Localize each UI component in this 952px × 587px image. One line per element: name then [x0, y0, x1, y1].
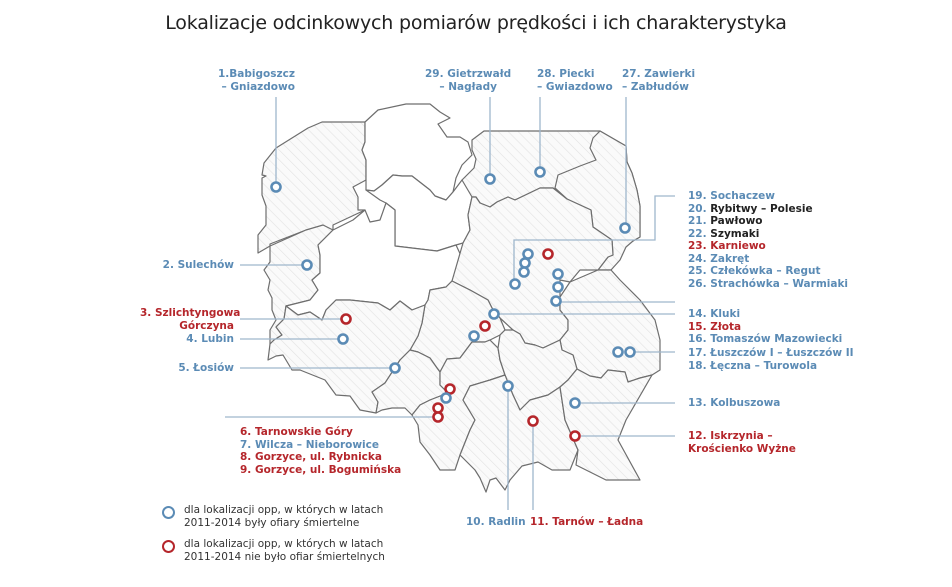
- blue-circle-icon: [162, 506, 175, 519]
- label-26-strachowka: 26. Strachówka – Warmiaki: [688, 277, 849, 290]
- label-9-gorzyce-boguminska: 9. Gorzyce, ul. Bogumińska: [240, 463, 402, 476]
- label-23-karniewo: 23. Karniewo: [688, 240, 766, 252]
- label-11-tarnow-ladna: 11. Tarnów – Ładna: [530, 516, 644, 528]
- label-6-tarnowskie-gory: 6. Tarnowskie Góry: [240, 426, 353, 438]
- label-8-gorzyce-rybnicka: 8. Gorzyce, ul. Rybnicka: [240, 451, 382, 463]
- label-27-zawierki: 27. Zawierki – Zabłudów: [622, 68, 696, 93]
- region-podkarpackie: [560, 369, 652, 480]
- label-12-iskrzynia: 12. Iskrzynia – Krościenko Wyżne: [688, 430, 796, 455]
- label-24-zakret: 24. Zakręt: [688, 252, 750, 265]
- label-3-szlichtyngowa: 3. Szlichtyngowa Górczyna: [140, 307, 241, 332]
- label-18-leczna: 18. Łęczna – Turowola: [688, 359, 818, 372]
- label-28-piecki: 28. Piecki – Gwiazdowo: [537, 68, 613, 93]
- label-5-losiow: 5. Łosiów: [178, 362, 234, 374]
- label-20-rybitwy: 20. Rybitwy – Polesie: [688, 202, 813, 215]
- label-22-szymaki: 22. Szymaki: [688, 227, 760, 240]
- label-4-lubin: 4. Lubin: [186, 333, 234, 345]
- map-title: Lokalizacje odcinkowych pomiarów prędkości i ich charakterystyka: [165, 12, 787, 34]
- label-19-sochaczew: 19. Sochaczew: [688, 190, 775, 202]
- label-7-wilcza: 7. Wilcza – Nieborowice: [240, 438, 379, 451]
- label-16-tomaszow: 16. Tomaszów Mazowiecki: [688, 333, 843, 345]
- label-15-zlota: 15. Złota: [688, 320, 742, 333]
- label-13-kolbuszowa: 13. Kolbuszowa: [688, 397, 781, 409]
- label-group-6-9: [240, 426, 401, 476]
- red-circle-icon: [162, 540, 175, 553]
- label-2-sulechow: 2. Sulechów: [162, 259, 234, 271]
- label-29-gietrzwald: 29. Gietrzwałd – Nagłady: [425, 68, 512, 93]
- label-10-radlin: 10. Radlin: [466, 516, 526, 528]
- label-1-babigoszcz: 1.Babigoszcz – Gniazdowo: [218, 68, 295, 93]
- label-21-pawlowo: 21. Pawłowo: [688, 215, 763, 227]
- label-group-19-26: [688, 190, 848, 290]
- label-14-kluki: 14. Kluki: [688, 308, 741, 320]
- label-17-luszczow: 17. Łuszczów I – Łuszczów II: [688, 347, 854, 359]
- label-25-czlekowka: 25. Człekówka – Regut: [688, 265, 821, 277]
- label-group-14-16: [688, 308, 842, 346]
- label-group-17-18: [688, 347, 854, 372]
